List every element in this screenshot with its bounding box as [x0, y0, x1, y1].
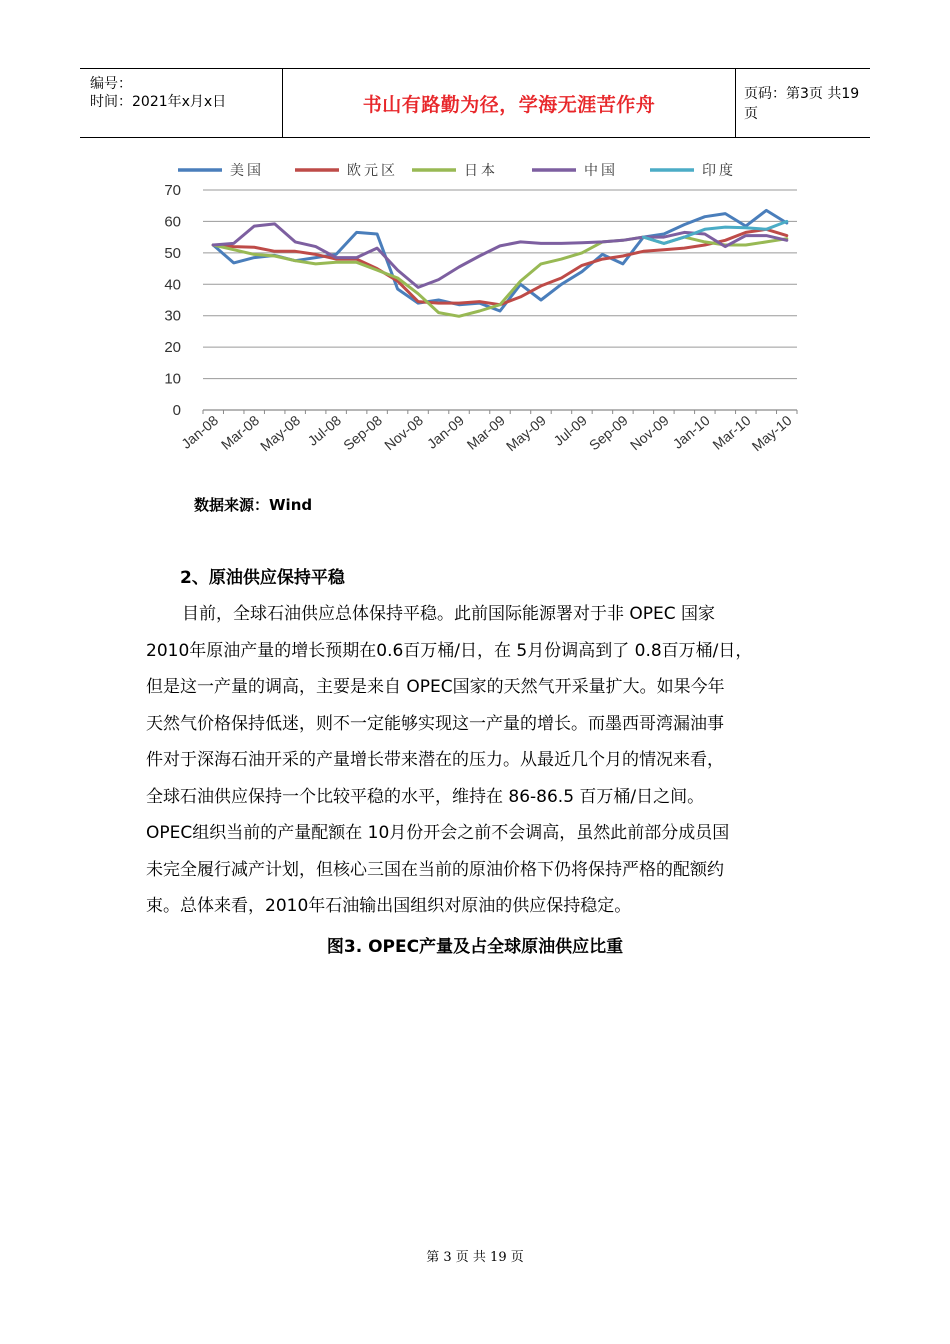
- x-tick-label: Jul-09: [550, 412, 590, 449]
- pmi-line-chart: [150, 152, 810, 492]
- body-line: 全球石油供应保持一个比较平稳的水平，维持在 86-86.5 百万桶/日之间。: [146, 786, 705, 807]
- x-tick-label: Nov-09: [626, 412, 672, 454]
- y-tick-label: 0: [172, 402, 181, 419]
- page-header: [80, 68, 870, 138]
- y-tick-label: 10: [164, 370, 181, 388]
- legend-label: 印度: [702, 163, 736, 179]
- x-tick-label: Jan-10: [669, 412, 713, 452]
- y-tick-label: 50: [164, 244, 181, 262]
- chart-legend: [178, 162, 736, 179]
- body-line: 束。总体来看，2010年石油输出国组织对原油的供应保持稳定。: [146, 896, 632, 916]
- body-line: 未完全履行减产计划，但核心三国在当前的原油价格下仍将保持严格的配额约: [146, 859, 724, 880]
- y-tick-label: 60: [164, 213, 181, 231]
- body-line: 件对于深海石油开采的产量增长带来潜在的压力。从最近几个月的情况来看，: [146, 750, 724, 770]
- chart-x-axis: [178, 410, 797, 454]
- header-motto-cell: [282, 69, 736, 137]
- y-tick-label: 30: [164, 307, 181, 325]
- chart-gridlines: [203, 190, 797, 410]
- x-tick-label: May-08: [257, 412, 304, 455]
- legend-label: 美国: [230, 163, 264, 179]
- y-tick-label: 40: [164, 276, 181, 294]
- x-tick-label: May-10: [748, 412, 795, 455]
- x-tick-label: Sep-09: [585, 412, 631, 454]
- figure-3-caption: 图3. OPEC产量及占全球原油供应比重: [326, 937, 624, 957]
- x-tick-label: Jan-08: [178, 412, 222, 452]
- x-tick-label: Jul-08: [304, 412, 345, 449]
- legend-label: 欧元区: [347, 163, 398, 179]
- chart-series: [213, 210, 787, 316]
- header-meta-cell: [80, 69, 282, 137]
- header-page-cell: [736, 69, 870, 137]
- y-tick-label: 70: [164, 182, 181, 199]
- chart-y-axis: [164, 182, 181, 419]
- x-tick-label: Jan-09: [423, 412, 467, 452]
- body-line: 2010年原油产量的增长预期在0.6百万桶/日，在 5月份调高到了 0.8百万桶/日，: [146, 640, 753, 661]
- x-tick-label: Nov-08: [381, 412, 426, 454]
- x-tick-label: Mar-08: [217, 412, 263, 453]
- legend-label: 日本: [464, 163, 498, 179]
- series-line-中国: [213, 224, 787, 288]
- body-line: 但是这一产量的调高，主要是来自 OPEC国家的天然气开采量扩大。如果今年: [146, 677, 725, 697]
- body-line: OPEC组织当前的产量配额在 10月份开会之前不会调高，虽然此前部分成员国: [146, 823, 730, 843]
- x-tick-label: Mar-10: [709, 412, 754, 453]
- series-line-日本: [213, 237, 787, 316]
- y-tick-label: 20: [164, 339, 181, 357]
- x-tick-label: Mar-09: [463, 412, 508, 453]
- section-heading: 2、原油供应保持平稳: [180, 568, 345, 588]
- page-code: 页码：第3页 共19页: [744, 86, 860, 122]
- x-tick-label: Sep-08: [340, 412, 386, 454]
- data-source: 数据来源：Wind: [194, 496, 313, 514]
- section-body: [146, 596, 826, 925]
- page-footer: 第 3 页 共 19 页: [426, 1250, 524, 1265]
- body-line: 目前，全球石油供应总体保持平稳。此前国际能源署对于非 OPEC 国家: [182, 604, 716, 624]
- x-tick-label: May-09: [502, 412, 549, 455]
- motto-text: 书山有路勤为径，学海无涯苦作舟: [362, 93, 656, 116]
- number-label: 编号：: [90, 76, 132, 92]
- body-line: 天然气价格保持低迷，则不一定能够实现这一产量的增长。而墨西哥湾漏油事: [146, 713, 724, 734]
- time-label: 时间：2021年x月x日: [90, 94, 227, 110]
- legend-label: 中国: [584, 163, 618, 179]
